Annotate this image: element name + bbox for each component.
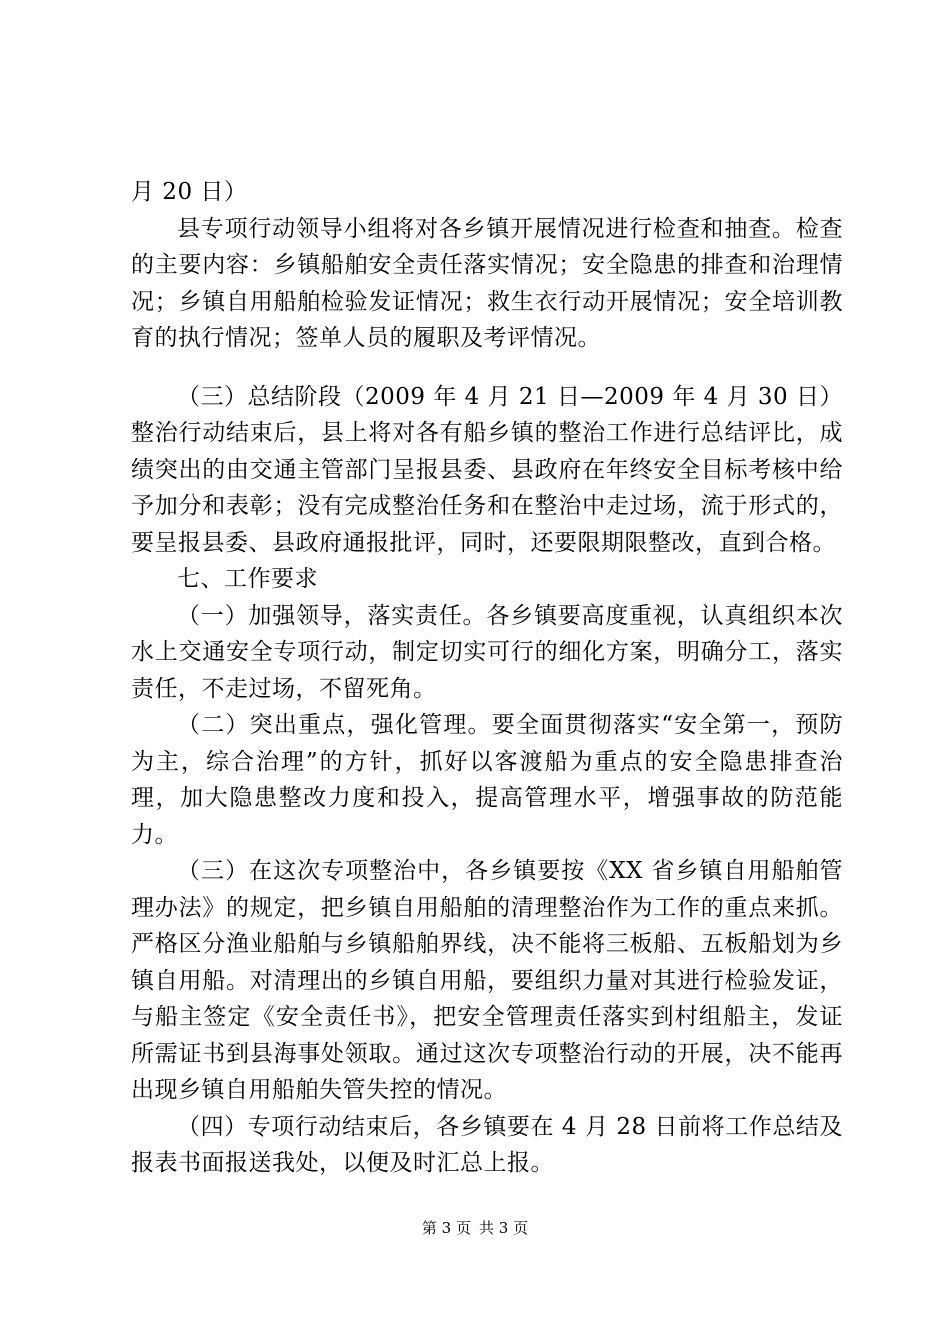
page-footer <box>0 1218 950 1238</box>
paragraph-requirement-3: （三）在这次专项整治中，各乡镇要按《XX 省乡镇自用船舶管理办法》的规定，把乡镇自用船舶的清理整治作为工作的重点来抓。严格区分渔业船舶与乡镇船舶界线，决不能将三板船、五板船划为乡镇自用船。对清理出的乡镇自用船，要组织力量对其进行检验发证，与船主签定《安全责任书》，把安全管理责任落实到村组船主，发证所需证书到县海事处领取。通过这次专项整治行动的开展，决不能再出现乡镇自用船舶失管失控的情况。 <box>131 858 843 1103</box>
paragraph-requirement-1: （一）加强领导，落实责任。各乡镇要高度重视，认真组织本次水上交通安全专项行动，制定切实可行的细化方案，明确分工，落实责任，不走过场，不留死角。 <box>131 602 843 702</box>
heading-summary-stage: （三）总结阶段（2009 年 4 月 21 日—2009 年 4 月 30 日） <box>177 383 843 410</box>
paragraph-requirement-4: （四）专项行动结束后，各乡镇要在 4 月 28 日前将工作总结及报表书面报送我处，以便及时汇总上报。 <box>131 1113 843 1176</box>
paragraph-summary: 整治行动结束后，县上将对各有船乡镇的整治工作进行总结评比，成绩突出的由交通主管部门呈报县委、县政府在年终安全目标考核中给予加分和表彰；没有完成整治任务和在整治中走过场，流于形式的，要呈报县委、县政府通报批评，同时，还要限期限整改，直到合格。 <box>131 420 843 556</box>
page-number-current: 第 3 页 <box>421 1219 471 1237</box>
page-number-total: 共 3 页 <box>479 1219 529 1237</box>
heading-work-requirements: 七、工作要求 <box>177 566 318 592</box>
paragraph-date-continuation: 月 20 日） <box>131 179 248 205</box>
paragraph-inspection: 县专项行动领导小组将对各乡镇开展情况进行检查和抽查。检查的主要内容：乡镇船舶安全责任落实情况；安全隐患的排查和治理情况；乡镇自用船舶检验发证情况；救生衣行动开展情况；安全培训教育的执行情况；签单人员的履职及考评情况。 <box>131 215 843 351</box>
paragraph-requirement-2: （二）突出重点，强化管理。要全面贯彻落实“安全第一，预防为主，综合治理”的方针，抓好以客渡船为重点的安全隐患排查治理，加大隐患整改力度和投入，提高管理水平，增强事故的防范能力。 <box>131 712 843 848</box>
document-body <box>131 174 843 1182</box>
